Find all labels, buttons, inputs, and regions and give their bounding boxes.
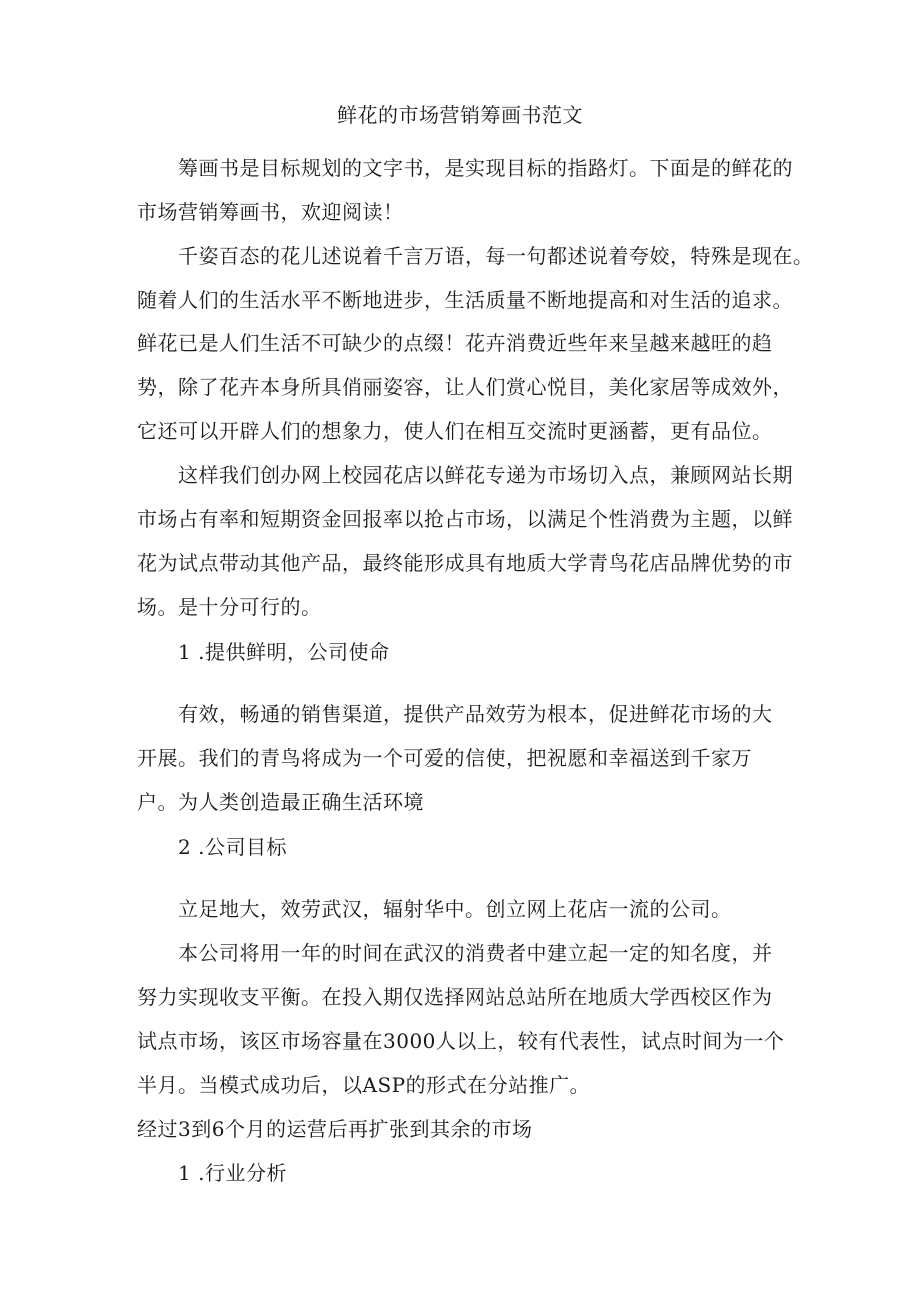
para1-line-3: 鲜花已是人们生活不可缺少的点缀！花卉消费近些年来呈越来越旺的趋 [137,331,773,355]
para5-line-4: 半月。当模式成功后，以ASP的形式在分站推广。 [137,1073,591,1097]
document-title: 鲜花的市场营销筹画书范文 [337,103,583,127]
para1-line-5: 它还可以开辟人们的想象力，使人们在相互交流时更涵蓄，更有品位。 [137,419,773,443]
para2-line-1: 这样我们创办网上校园花店以鲜花专递为市场切入点，兼顾网站长期 [178,463,793,487]
para5-line-1: 本公司将用一年的时间在武汉的消费者中建立起一定的知名度，并 [178,941,773,965]
para1-line-4: 势，除了花卉本身所具俏丽姿容，让人们赏心悦目，美化家居等成效外， [137,375,793,399]
para5-line-3: 试点市场，该区市场容量在3000人以上，较有代表性，试点时间为一个 [137,1029,785,1053]
para1-line-1: 千姿百态的花儿述说着千言万语，每一句都述说着夸姣，特殊是现在。 [178,244,814,268]
intro-line-1: 筹画书是目标规划的文字书，是实现目标的指路灯。下面是的鲜花的 [178,156,793,180]
para3-line-2: 开展。我们的青鸟将成为一个可爱的信使，把祝愿和幸福送到千家万 [137,746,752,770]
section-heading-3: 1 .行业分析 [178,1161,287,1185]
section-heading-2: 2 .公司目标 [178,835,287,859]
intro-line-2: 市场营销筹画书，欢迎阅读！ [137,200,404,224]
para5-line-2: 努力实现收支平衡。在投入期仅选择网站总站所在地质大学西校区作为 [137,985,773,1009]
para2-line-2: 市场占有率和短期资金回报率以抢占市场，以满足个性消费为主题，以鲜 [137,507,793,531]
para2-line-4: 场。是十分可行的。 [137,595,322,619]
para2-line-3: 花为试点带动其他产品，最终能形成具有地质大学青鸟花店品牌优势的市 [137,551,793,575]
para1-line-2: 随着人们的生活水平不断地进步，生活质量不断地提高和对生活的追求。 [137,288,793,312]
para6-line-1: 经过3到6个月的运营后再扩张到其余的市场 [137,1117,533,1141]
para4-line-1: 立足地大，效劳武汉，辐射华中。创立网上花店一流的公司。 [178,897,732,921]
section-heading-1: 1 .提供鲜明，公司使命 [178,640,390,664]
para3-line-3: 户。为人类创造最正确生活环境 [137,790,424,814]
para3-line-1: 有效，畅通的销售渠道，提供产品效劳为根本，促进鲜花市场的大 [178,702,773,726]
